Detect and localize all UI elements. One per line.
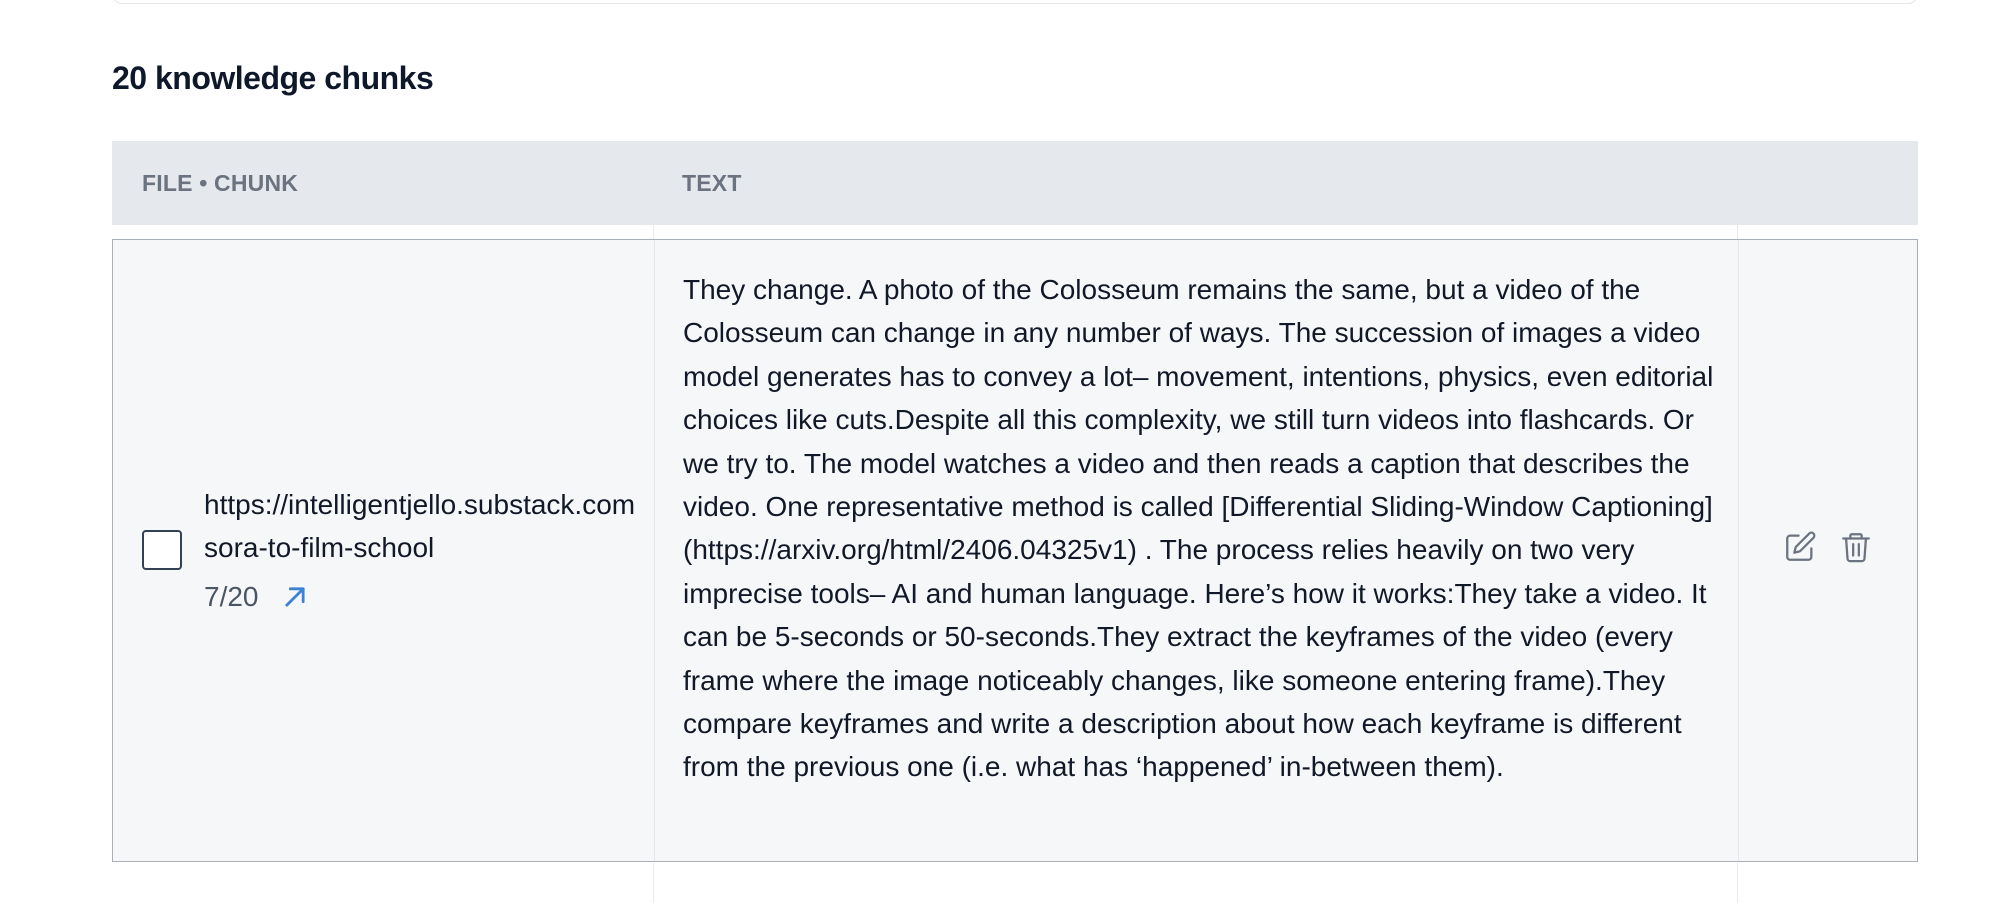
table-header [112,141,1918,225]
column-header-file-chunk: FILE • CHUNK [142,170,299,196]
row-select-checkbox[interactable] [142,530,182,570]
file-url-line-1: https://intelligentjello.substack.com [204,489,636,520]
trash-icon[interactable] [1839,530,1873,564]
column-divider [653,863,654,903]
column-header-text: TEXT [682,170,742,196]
column-divider [1737,863,1738,903]
table-row[interactable] [112,239,1918,862]
external-link-icon[interactable] [281,583,309,611]
file-chunk-cell [204,483,654,613]
column-divider [653,225,654,240]
previous-card-edge [112,0,1918,4]
row-actions [1783,530,1873,564]
edit-icon[interactable] [1783,530,1817,564]
column-divider [654,240,655,861]
file-url-line-2: sora-to-film-school [204,532,435,563]
column-divider [1738,240,1739,861]
section-heading: 20 knowledge chunks [112,60,434,96]
column-divider [1737,225,1738,240]
chunk-text: They change. A photo of the Colosseum remains the same, but a video of the Colosseum can change in any number of ways. The succession of images a video model generates has to convey a lot– movement, intentions, physics, even editorial choices like cuts.Despite all this complexity, we still turn videos into flashcards. Or we try to. The model watches a video and then reads a caption that describes the video. One representative method is called [Differential Sliding-Window Captioning](https://arxiv.org/html/2406.04325v1) . The process relies heavily on two very imprecise tools– AI and human language. Here’s how it works:They take a video. It can be 5-seconds or 50-seconds.They extract the keyframes of the video (every frame where the image noticeably changes, like someone entering frame).They compare keyframes and write a description about how each keyframe is different from the previous one (i.e. what has ‘happened’ in-between them). [683,274,1714,783]
chunk-index: 7/20 [204,581,259,612]
chunks-table [112,141,1918,901]
